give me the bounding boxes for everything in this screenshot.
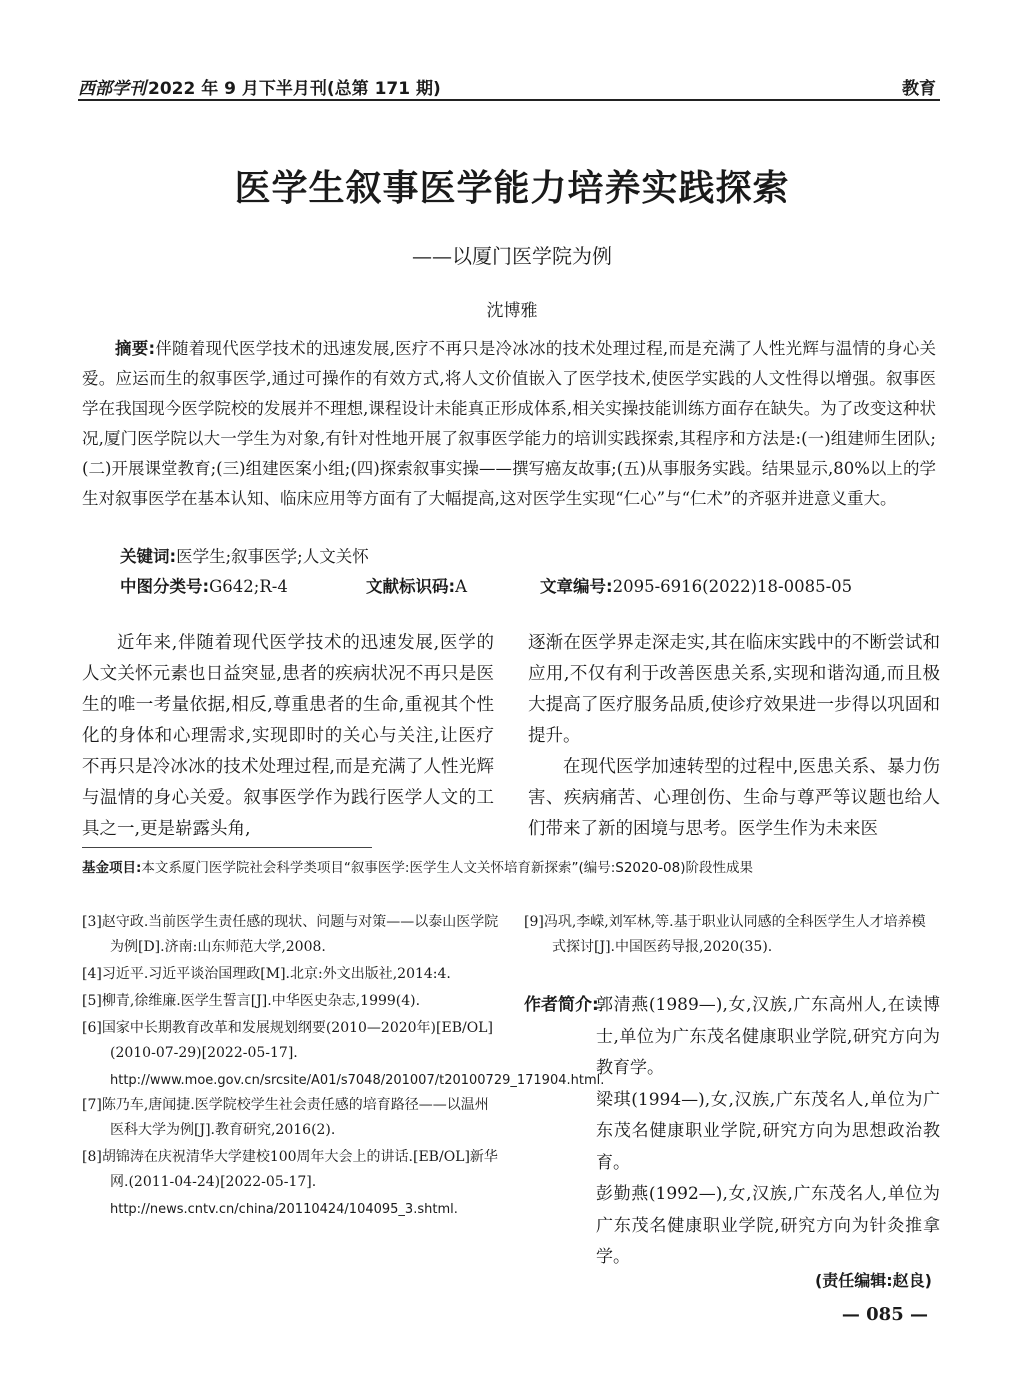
abstract-text: 伴随着现代医学技术的迅速发展,医疗不再只是冷冰冰的技术处理过程,而是充满了人性光辉与温情的身心关爱。应运而生的叙事医学,通过可操作的有效方式,将人文价值嵌入了医学技术,使医学实践的人文性得以增强。叙事医学在我国现今医学院校的发展并不理想,课程设计未能真正形成体系,相关实操技能训练方面存在缺失。为了改变这种状况,厦门医学院以大一学生为对象,有针对性地开展了叙事医学能力的培训实践探索,其程序和方法是:(一)组建师生团队;(二)开展课堂教育;(三)组建医案小组;(四)探索叙事实操——撰写癌友故事;(五)从事服务实践。结果显示,80%以上的学生对叙事医学在基本认知、临床应用等方面有了大幅提高,这对医学生实现“仁心”与“仁术”的齐驱并进意义重大。 [82,339,936,508]
running-header [78,74,441,99]
body-paragraph: 在现代医学加速转型的过程中,医患关系、暴力伤害、疾病痛苦、心理创伤、生命与尊严等议题也给人们带来了新的困境与思考。医学生作为未来医 [528,757,940,839]
reference-url: http://news.cntv.cn/china/20110424/104095_3.shtml. [110,1202,458,1217]
journal-name: 西部学刊 [78,79,146,99]
author-bio [524,990,940,1274]
article-number-label: 文章编号: [540,577,613,596]
fund-note [82,856,936,876]
body-column-right [528,628,940,845]
section-label: 教育 [902,79,936,99]
reference-url: http://www.moe.gov.cn/srcsite/A01/s7048/201007/t20100729_171904.html. [110,1073,605,1088]
article-title: 医学生叙事医学能力培养实践探索 [234,168,790,209]
keywords-label: 关键词: [120,547,177,566]
page-number: — 085 — [841,1304,928,1325]
body-paragraph: 逐渐在医学界走深走实,其在临床实践中的不断尝试和应用,不仅有利于改善医患关系,实现和谐沟通,而且极大提高了医疗服务品质,使诊疗效果进一步得以巩固和提升。 [528,633,940,746]
doc-code-label: 文献标识码: [366,577,456,596]
body-paragraph: 近年来,伴随着现代医学技术的迅速发展,医学的人文关怀元素也日益突显,患者的疾病状况不再只是医生的唯一考量依据,相反,尊重患者的生命,重视其个性化的身体和心理需求,实现即时的关心与关注,让医疗不再只是冷冰冰的技术处理过程,而是充满了人性光辉与温情的身心关爱。叙事医学作为践行医学人文的工具之一,更是崭露头角, [82,633,494,839]
keywords [120,543,369,567]
doc-code-value: A [455,577,468,596]
article-number-value: 2095-6916(2022)18-0085-05 [612,577,853,596]
fund-text: 本文系厦门医学院社会科学类项目“叙事医学:医学生人文关怀培育新探索”(编号:S2020-08)阶段性成果 [141,860,753,876]
reference-item: [6]国家中长期教育改革和发展规划纲要(2010—2020年)[EB/OL](2010-07-29)[2022-05-17]. [82,1020,493,1061]
article-author: 沈博雅 [486,301,538,321]
issue-info: 2022 年 9 月下半月刊(总第 171 期) [148,79,441,99]
header-divider [78,99,940,101]
bio-entry: 梁琪(1994—),女,汉族,广东茂名人,单位为广东茂名健康职业学院,研究方向为思想政治教育。 [596,1089,940,1173]
bio-label: 作者简介: [524,995,599,1015]
reference-item: [9]冯巩,李嵘,刘军林,等.基于职业认同感的全科医学生人才培养模式探讨[J].中国医药导报,2020(35). [524,914,926,955]
body-column-left [82,628,494,845]
bio-entry: 彭勤燕(1992—),女,汉族,广东茂名人,单位为广东茂名健康职业学院,研究方向为针灸推拿学。 [596,1184,940,1267]
article-subtitle: ——以厦门医学院为例 [412,244,612,268]
references-right [524,910,936,962]
clc-label: 中图分类号: [120,577,210,596]
fund-label: 基金项目: [82,860,142,876]
clc-value: G642;R-4 [209,577,288,596]
reference-item: [8]胡锦涛在庆祝清华大学建校100周年大会上的讲话.[EB/OL]新华网.(2011-04-24)[2022-05-17]. [82,1149,498,1190]
reference-item: [7]陈乃车,唐闻捷.医学院校学生社会责任感的培育路径——以温州医科大学为例[J].教育研究,2016(2). [82,1097,489,1138]
reference-item: [4]习近平.习近平谈治国理政[M].北京:外文出版社,2014:4. [82,966,451,982]
abstract-label: 摘要: [115,339,156,358]
responsible-editor: (责任编辑:赵良) [814,1271,932,1290]
reference-item: [3]赵守政.当前医学生责任感的现状、问题与对策——以泰山医学院为例[D].济南:山东师范大学,2008. [82,914,499,955]
footnote-divider [82,847,372,848]
reference-item: [5]柳青,徐维廉.医学生誓言[J].中华医史杂志,1999(4). [82,993,421,1009]
keywords-text: 医学生;叙事医学;人文关怀 [176,547,369,566]
bio-entry: 郭清燕(1989—),女,汉族,广东高州人,在读博士,单位为广东茂名健康职业学院,研究方向为教育学。 [596,995,940,1078]
abstract [82,334,936,514]
